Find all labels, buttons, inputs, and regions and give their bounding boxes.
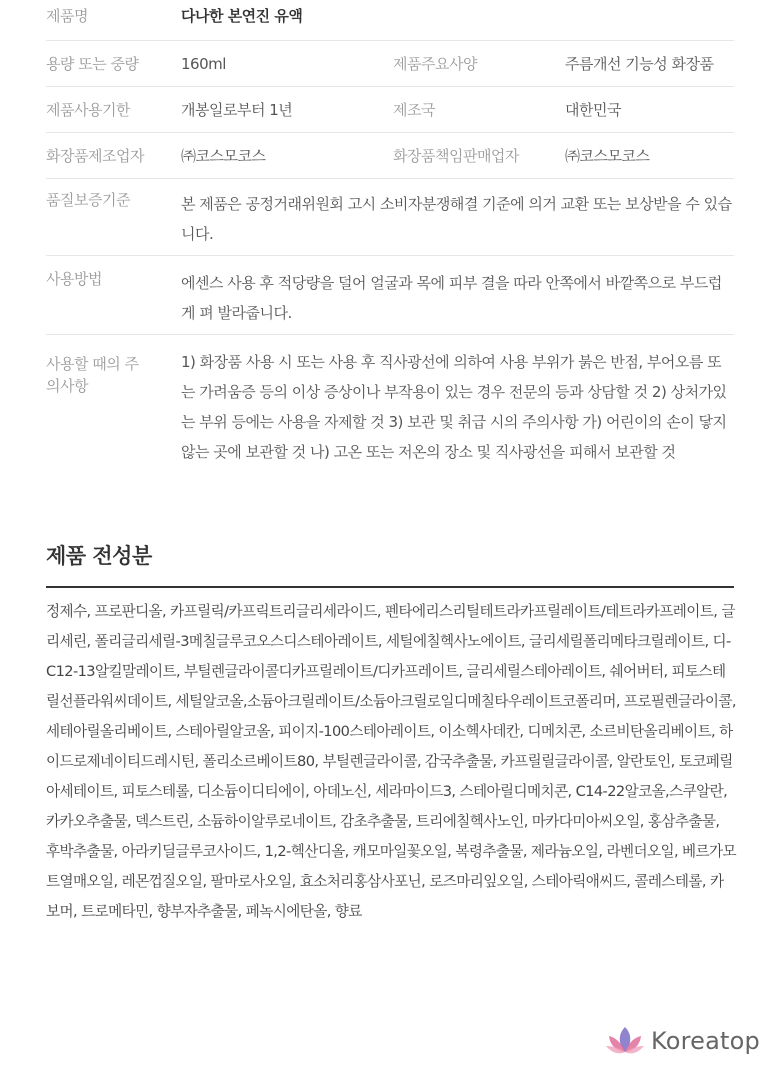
lotus-logo-icon [605, 1024, 645, 1058]
spec-label: 사용할 때의 주의사항 [46, 355, 139, 395]
spec-value: 1) 화장품 사용 시 또는 사용 후 직사광선에 의하여 사용 부위가 붉은 반점, 부어오름 또는 가려움증 등의 이상 증상이나 부작용이 있는 경우 전문의 등과 상담할 것 2) 상처가있는 부위 등에는 사용을 자제할 것 3) 보관 및 취급 시의 주의사항 가) 어린이의 손이 닿지 않는 곳에 보관할 것 나) 고온 또는 저온의 장소 및 직사광선을 피해서 보관할 것 [181, 353, 727, 461]
product-spec-table [46, 0, 734, 495]
spec-label: 제품사용기한 [46, 100, 130, 119]
ingredients-divider [46, 586, 734, 588]
spec-row-maker [46, 133, 734, 179]
spec-row-volume [46, 41, 734, 87]
spec-label: 사용방법 [46, 270, 102, 288]
spec-row-caution [46, 335, 734, 495]
spec-label: 제조국 [393, 100, 435, 119]
spec-label: 용량 또는 중량 [46, 54, 139, 73]
spec-row-usage [46, 256, 734, 335]
spec-value: 대한민국 [565, 100, 621, 119]
brand-watermark [605, 1024, 760, 1058]
spec-value: 에센스 사용 후 적당량을 덜어 얼굴과 목에 피부 결을 따라 안쪽에서 바깥쪽으로 부드럽게 펴 발라줍니다. [181, 274, 722, 322]
spec-label: 제품주요사양 [393, 54, 477, 73]
brand-name: Koreatop [651, 1027, 760, 1055]
ingredients-title: 제품 전성분 [46, 544, 152, 568]
spec-label: 화장품제조업자 [46, 146, 144, 165]
ingredients-list: 정제수, 프로판디올, 카프릴릭/카프릭트리글리세라이드, 펜타에리스리틸테트라카프릴레이트/테트라카프레이트, 글리세린, 폴리글리세릴-3메칠글루코오스디스테아레이트, 세틸에칠헥사노에이트, 글리세릴폴리메타크릴레이트, 디-C12-13알킬말레이트, 부틸렌글라이콜디카프릴레이트/디카프레이트, 글리세릴스테아레이트, 쉐어버터, 피토스테릴선플라워씨데이트, 세틸알코올,소듐아크릴레이트/소듐아크릴로일디메칠타우레이트코폴리머, 프로필렌글라이콜, 세테아릴올리베이트, 스테아릴알코올, 피이지-100스테아레이트, 이소헥사데칸, 디메치콘, 소르비탄올리베이트, 하이드로제네이티드레시틴, 폴리소르베이트80, 부틸렌글라이콜, 감국추출물, 카프릴릴글라이콜, 알란토인, 토코페릴아세테이트, 피토스테롤, 디소듐이디티에이, 아데노신, 세라마이드3, 스테아릴디메치콘, C14-22알코올,스쿠알란, 카카오추출물, 덱스트린, 소듐하이알루로네이트, 감초추출물, 트리에칠헥사노인, 마카다미아씨오일, 홍삼추출물, 후박추출물, 아라키딜글루코사이드, 1,2-헥산디올, 캐모마일꽃오일, 복령추출물, 제라늄오일, 라벤더오일, 베르가모트열매오일, 레몬껍질오일, 팔마로사오일, 효소처리홍삼사포닌, 로즈마리잎오일, 스테아릭애씨드, 콜레스테롤, 카보머, 트로메타민, 향부자추출물, 페녹시에탄올, 향료 [46, 603, 737, 920]
spec-row-expiry [46, 87, 734, 133]
spec-label: 제품명 [46, 7, 88, 25]
spec-label: 품질보증기준 [46, 191, 130, 209]
spec-value: 본 제품은 공정거래위원회 고시 소비자분쟁해결 기준에 의거 교환 또는 보상받을 수 있습니다. [181, 195, 732, 243]
spec-value: ㈜코스모코스 [181, 146, 266, 165]
spec-value: 개봉일로부터 1년 [181, 100, 293, 119]
spec-label: 화장품책임판매업자 [393, 146, 519, 165]
spec-row-quality [46, 179, 734, 256]
spec-value: ㈜코스모코스 [565, 146, 650, 165]
spec-row-name [46, 0, 734, 41]
product-name: 다나한 본연진 유액 [181, 7, 303, 25]
spec-value: 주름개선 기능성 화장품 [565, 54, 714, 73]
spec-value: 160ml [181, 54, 226, 73]
